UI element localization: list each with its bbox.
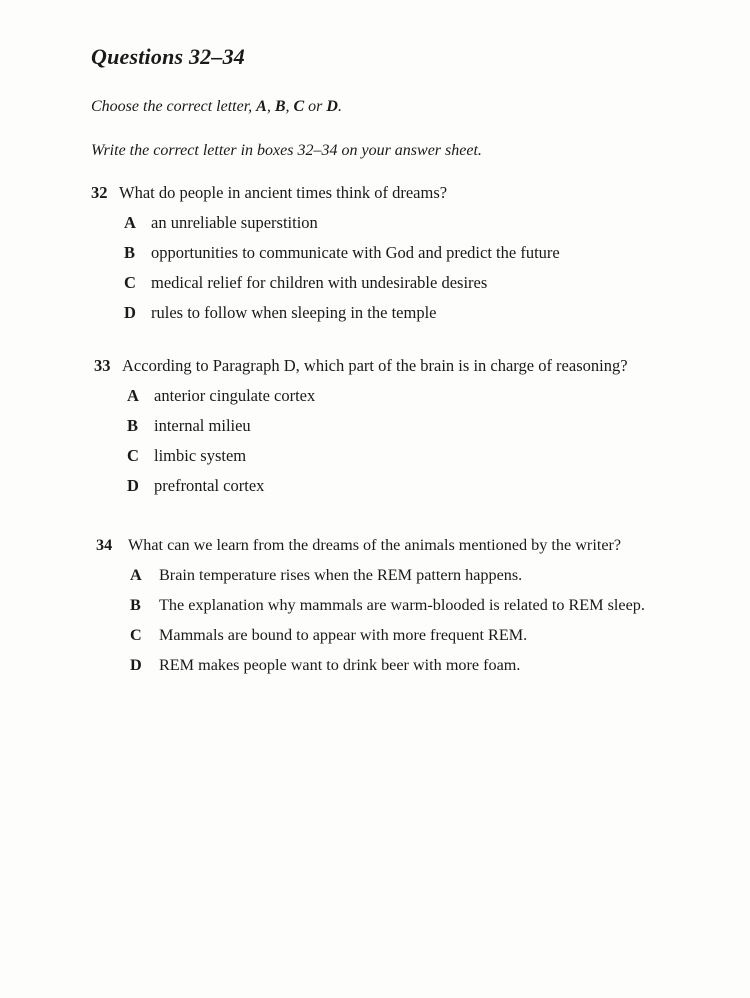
option-d [130, 650, 750, 680]
section-title: Questions 32–34 [91, 44, 245, 69]
instruction-answer-sheet: Write the correct letter in boxes 32–34 on your answer sheet. [91, 142, 482, 159]
option-c [124, 268, 750, 298]
option-letter: A [130, 566, 142, 584]
question-33 [94, 354, 750, 501]
instruction-choose-letter: Choose the correct letter, A, B, C or D. [91, 98, 342, 115]
option-a [127, 381, 750, 411]
question-number: 34 [96, 536, 113, 554]
option-d [124, 298, 750, 328]
question-number: 32 [91, 183, 108, 202]
option-text: opportunities to communicate with God and predict the future [151, 243, 560, 262]
option-letter: D [124, 303, 136, 322]
option-list [124, 208, 750, 328]
question-stem [91, 181, 750, 205]
option-letter: D [130, 656, 142, 674]
question-stem [94, 354, 750, 378]
option-letter: C [127, 446, 139, 465]
option-d [127, 471, 750, 501]
option-c [130, 620, 750, 650]
question-text: What do people in ancient times think of dreams? [119, 183, 448, 202]
option-text: internal milieu [154, 416, 251, 435]
option-letter: B [124, 243, 136, 262]
option-b [130, 590, 750, 620]
option-text: Brain temperature rises when the REM pattern happens. [159, 566, 523, 584]
question-34 [96, 533, 750, 680]
option-list [130, 560, 750, 680]
option-b [127, 411, 750, 441]
option-a [130, 560, 750, 590]
question-number: 33 [94, 356, 111, 375]
option-letter: D [127, 476, 139, 495]
option-text: limbic system [154, 446, 247, 465]
option-letter: C [124, 273, 136, 292]
option-list [127, 381, 750, 501]
option-c [127, 441, 750, 471]
option-letter: B [127, 416, 139, 435]
option-text: anterior cingulate cortex [154, 386, 316, 405]
option-letter: C [130, 626, 142, 644]
option-text: rules to follow when sleeping in the temple [151, 303, 437, 322]
option-letter: A [127, 386, 139, 405]
option-letter: B [130, 596, 141, 614]
option-letter: A [124, 213, 136, 232]
question-32 [91, 181, 750, 328]
option-b [124, 238, 750, 268]
option-text: prefrontal cortex [154, 476, 265, 495]
question-text: What can we learn from the dreams of the animals mentioned by the writer? [128, 536, 622, 554]
option-text: Mammals are bound to appear with more frequent REM. [159, 626, 528, 644]
question-stem [96, 533, 750, 557]
option-a [124, 208, 750, 238]
option-text: medical relief for children with undesirable desires [151, 273, 488, 292]
question-text: According to Paragraph D, which part of the brain is in charge of reasoning? [122, 356, 628, 375]
option-text: REM makes people want to drink beer with more foam. [159, 656, 521, 674]
option-text: an unreliable superstition [151, 213, 318, 232]
option-text: The explanation why mammals are warm-blooded is related to REM sleep. [159, 596, 645, 614]
